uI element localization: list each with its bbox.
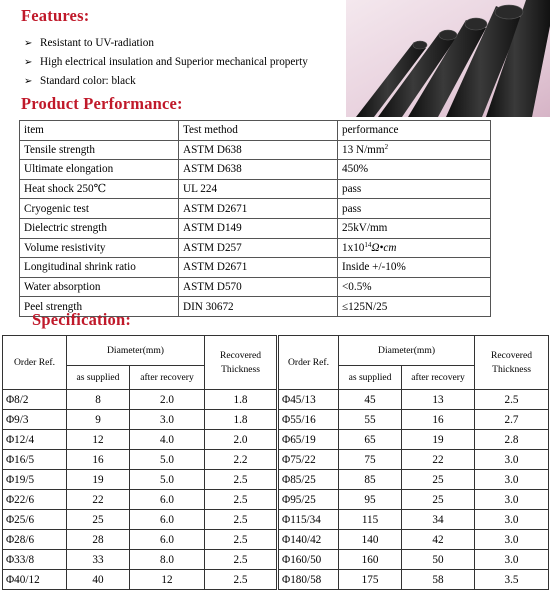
table-row <box>3 430 549 450</box>
cell-order-ref: Φ115/34 <box>278 510 339 530</box>
performance-value: 13 N/mm <box>342 143 385 156</box>
table-row <box>3 450 549 470</box>
cell-order-ref: Φ160/50 <box>278 550 339 570</box>
performance-value: pass <box>342 202 362 215</box>
cell-item: Peel strength <box>20 297 179 317</box>
cell-as-supplied: 19 <box>67 470 130 490</box>
cell-item: Cryogenic test <box>20 199 179 219</box>
specification-title: Specification: <box>32 310 132 329</box>
cell-recovered-thickness: 2.5 <box>205 570 278 590</box>
cell-recovered-thickness: 3.0 <box>475 510 549 530</box>
cell-recovered-thickness: 2.8 <box>475 430 549 450</box>
cell-test-method: ASTM D638 <box>179 160 338 180</box>
table-row <box>3 550 549 570</box>
cell-performance <box>338 179 491 199</box>
cell-after-recovery: 6.0 <box>130 490 205 510</box>
features-title: Features: <box>21 6 90 25</box>
cell-as-supplied: 140 <box>339 530 402 550</box>
cell-recovered-thickness: 3.0 <box>475 470 549 490</box>
cell-after-recovery: 34 <box>402 510 475 530</box>
cell-order-ref: Φ28/6 <box>3 530 67 550</box>
column-header-diameter: Diameter(mm) <box>67 336 205 366</box>
cell-performance <box>338 277 491 297</box>
cell-as-supplied: 33 <box>67 550 130 570</box>
cell-order-ref: Φ45/13 <box>278 390 339 410</box>
cell-after-recovery: 13 <box>402 390 475 410</box>
table-row <box>3 570 549 590</box>
cell-as-supplied: 55 <box>339 410 402 430</box>
cell-test-method: ASTM D570 <box>179 277 338 297</box>
cell-after-recovery: 3.0 <box>130 410 205 430</box>
column-header-as-supplied-2: as supplied <box>339 366 402 390</box>
cell-recovered-thickness: 3.0 <box>475 550 549 570</box>
cell-item: Water absorption <box>20 277 179 297</box>
cell-recovered-thickness: 2.5 <box>205 550 278 570</box>
table-row <box>20 140 491 160</box>
cell-recovered-thickness: 2.2 <box>205 450 278 470</box>
cell-after-recovery: 6.0 <box>130 530 205 550</box>
performance-value: <0.5% <box>342 281 372 294</box>
table-row <box>3 530 549 550</box>
cell-performance <box>338 140 491 160</box>
table-row <box>3 490 549 510</box>
cell-recovered-thickness: 2.5 <box>205 530 278 550</box>
cell-order-ref: Φ12/4 <box>3 430 67 450</box>
cell-as-supplied: 16 <box>67 450 130 470</box>
cell-order-ref: Φ140/42 <box>278 530 339 550</box>
cell-recovered-thickness: 1.8 <box>205 390 278 410</box>
cell-order-ref: Φ19/5 <box>3 470 67 490</box>
column-header: Test method <box>179 121 338 141</box>
column-header-recovered-thickness-2: Recovered Thickness <box>475 336 549 390</box>
product-photo <box>346 0 550 117</box>
cell-item: Heat shock 250℃ <box>20 179 179 199</box>
column-header: performance <box>338 121 491 141</box>
performance-value: pass <box>342 183 362 196</box>
cell-as-supplied: 12 <box>67 430 130 450</box>
cell-order-ref: Φ95/25 <box>278 490 339 510</box>
column-header-after-recovery: after recovery <box>130 366 205 390</box>
table-row <box>3 410 549 430</box>
specification-table <box>2 335 549 590</box>
cell-order-ref: Φ40/12 <box>3 570 67 590</box>
cell-test-method: ASTM D638 <box>179 140 338 160</box>
cell-recovered-thickness: 2.0 <box>205 430 278 450</box>
cell-test-method: UL 224 <box>179 179 338 199</box>
cell-as-supplied: 40 <box>67 570 130 590</box>
arrow-bullet-icon: ➢ <box>24 38 33 49</box>
cell-as-supplied: 75 <box>339 450 402 470</box>
cell-after-recovery: 5.0 <box>130 450 205 470</box>
table-row <box>3 390 549 410</box>
table-header-row <box>20 121 491 141</box>
cell-order-ref: Φ75/22 <box>278 450 339 470</box>
cell-performance <box>338 258 491 278</box>
cell-performance <box>338 218 491 238</box>
cell-after-recovery: 5.0 <box>130 470 205 490</box>
cell-item: Longitudinal shrink ratio <box>20 258 179 278</box>
cell-test-method: ASTM D2671 <box>179 258 338 278</box>
cell-recovered-thickness: 1.8 <box>205 410 278 430</box>
cell-recovered-thickness: 3.0 <box>475 450 549 470</box>
unit: Ω•cm <box>371 241 397 254</box>
cell-as-supplied: 65 <box>339 430 402 450</box>
column-header-recovered-thickness: Recovered Thickness <box>205 336 278 390</box>
table-row <box>20 277 491 297</box>
cell-recovered-thickness: 3.5 <box>475 570 549 590</box>
cell-as-supplied: 9 <box>67 410 130 430</box>
cell-recovered-thickness: 3.0 <box>475 490 549 510</box>
cell-recovered-thickness: 2.5 <box>205 490 278 510</box>
cell-recovered-thickness: 2.5 <box>205 510 278 530</box>
performance-value: 450% <box>342 163 369 176</box>
cell-after-recovery: 16 <box>402 410 475 430</box>
cell-test-method: ASTM D257 <box>179 238 338 258</box>
performance-value: ≤125N/25 <box>342 300 388 313</box>
features-list <box>24 34 308 91</box>
list-item: ➢ Standard color: black <box>24 72 308 91</box>
cell-as-supplied: 175 <box>339 570 402 590</box>
cell-order-ref: Φ25/6 <box>3 510 67 530</box>
table-row <box>20 160 491 180</box>
cell-as-supplied: 160 <box>339 550 402 570</box>
cell-item: Volume resistivity <box>20 238 179 258</box>
table-row <box>20 179 491 199</box>
arrow-bullet-icon: ➢ <box>24 76 33 87</box>
table-row <box>20 258 491 278</box>
cell-after-recovery: 58 <box>402 570 475 590</box>
cell-order-ref: Φ65/19 <box>278 430 339 450</box>
cell-as-supplied: 45 <box>339 390 402 410</box>
cell-after-recovery: 12 <box>130 570 205 590</box>
column-header-order-ref: Order Ref. <box>3 336 67 390</box>
cell-after-recovery: 25 <box>402 470 475 490</box>
cell-after-recovery: 2.0 <box>130 390 205 410</box>
product-performance-title: Product Performance: <box>21 94 183 113</box>
cell-as-supplied: 22 <box>67 490 130 510</box>
column-header-after-recovery-2: after recovery <box>402 366 475 390</box>
cell-after-recovery: 8.0 <box>130 550 205 570</box>
cell-after-recovery: 25 <box>402 490 475 510</box>
superscript: 2 <box>384 142 389 151</box>
cell-after-recovery: 22 <box>402 450 475 470</box>
cell-as-supplied: 85 <box>339 470 402 490</box>
cell-as-supplied: 95 <box>339 490 402 510</box>
cell-test-method: DIN 30672 <box>179 297 338 317</box>
cell-recovered-thickness: 2.7 <box>475 410 549 430</box>
cell-after-recovery: 42 <box>402 530 475 550</box>
column-header: item <box>20 121 179 141</box>
performance-value: 1x10 <box>342 241 365 254</box>
cell-order-ref: Φ85/25 <box>278 470 339 490</box>
cell-test-method: ASTM D149 <box>179 218 338 238</box>
cell-order-ref: Φ22/6 <box>3 490 67 510</box>
superscript: 14 <box>364 240 372 249</box>
cell-performance <box>338 199 491 219</box>
cell-as-supplied: 25 <box>67 510 130 530</box>
table-row <box>3 470 549 490</box>
cell-performance <box>338 297 491 317</box>
cell-performance <box>338 238 491 258</box>
column-header-diameter-2: Diameter(mm) <box>339 336 475 366</box>
table-row <box>20 238 491 258</box>
cell-recovered-thickness: 3.0 <box>475 530 549 550</box>
cell-performance <box>338 160 491 180</box>
table-row <box>3 510 549 530</box>
table-row <box>20 199 491 219</box>
cell-recovered-thickness: 2.5 <box>475 390 549 410</box>
cell-order-ref: Φ16/5 <box>3 450 67 470</box>
cell-item: Dielectric strength <box>20 218 179 238</box>
cell-order-ref: Φ180/58 <box>278 570 339 590</box>
cell-as-supplied: 28 <box>67 530 130 550</box>
list-item: ➢ Resistant to UV-radiation <box>24 34 308 53</box>
performance-value: Inside +/-10% <box>342 261 406 274</box>
column-header-as-supplied: as supplied <box>67 366 130 390</box>
performance-table <box>19 120 491 317</box>
cell-order-ref: Φ9/3 <box>3 410 67 430</box>
heat-shrink-tubes-image <box>346 0 550 117</box>
cell-item: Ultimate elongation <box>20 160 179 180</box>
cell-after-recovery: 4.0 <box>130 430 205 450</box>
cell-order-ref: Φ55/16 <box>278 410 339 430</box>
cell-as-supplied: 8 <box>67 390 130 410</box>
cell-after-recovery: 19 <box>402 430 475 450</box>
list-item: ➢ High electrical insulation and Superior mechanical property <box>24 53 308 72</box>
column-header-order-ref-2: Order Ref. <box>278 336 339 390</box>
cell-order-ref: Φ8/2 <box>3 390 67 410</box>
cell-item: Tensile strength <box>20 140 179 160</box>
cell-recovered-thickness: 2.5 <box>205 470 278 490</box>
cell-after-recovery: 50 <box>402 550 475 570</box>
cell-after-recovery: 6.0 <box>130 510 205 530</box>
cell-as-supplied: 115 <box>339 510 402 530</box>
arrow-bullet-icon: ➢ <box>24 57 33 68</box>
performance-value: 25kV/mm <box>342 222 388 235</box>
table-row <box>20 218 491 238</box>
cell-test-method: ASTM D2671 <box>179 199 338 219</box>
cell-order-ref: Φ33/8 <box>3 550 67 570</box>
